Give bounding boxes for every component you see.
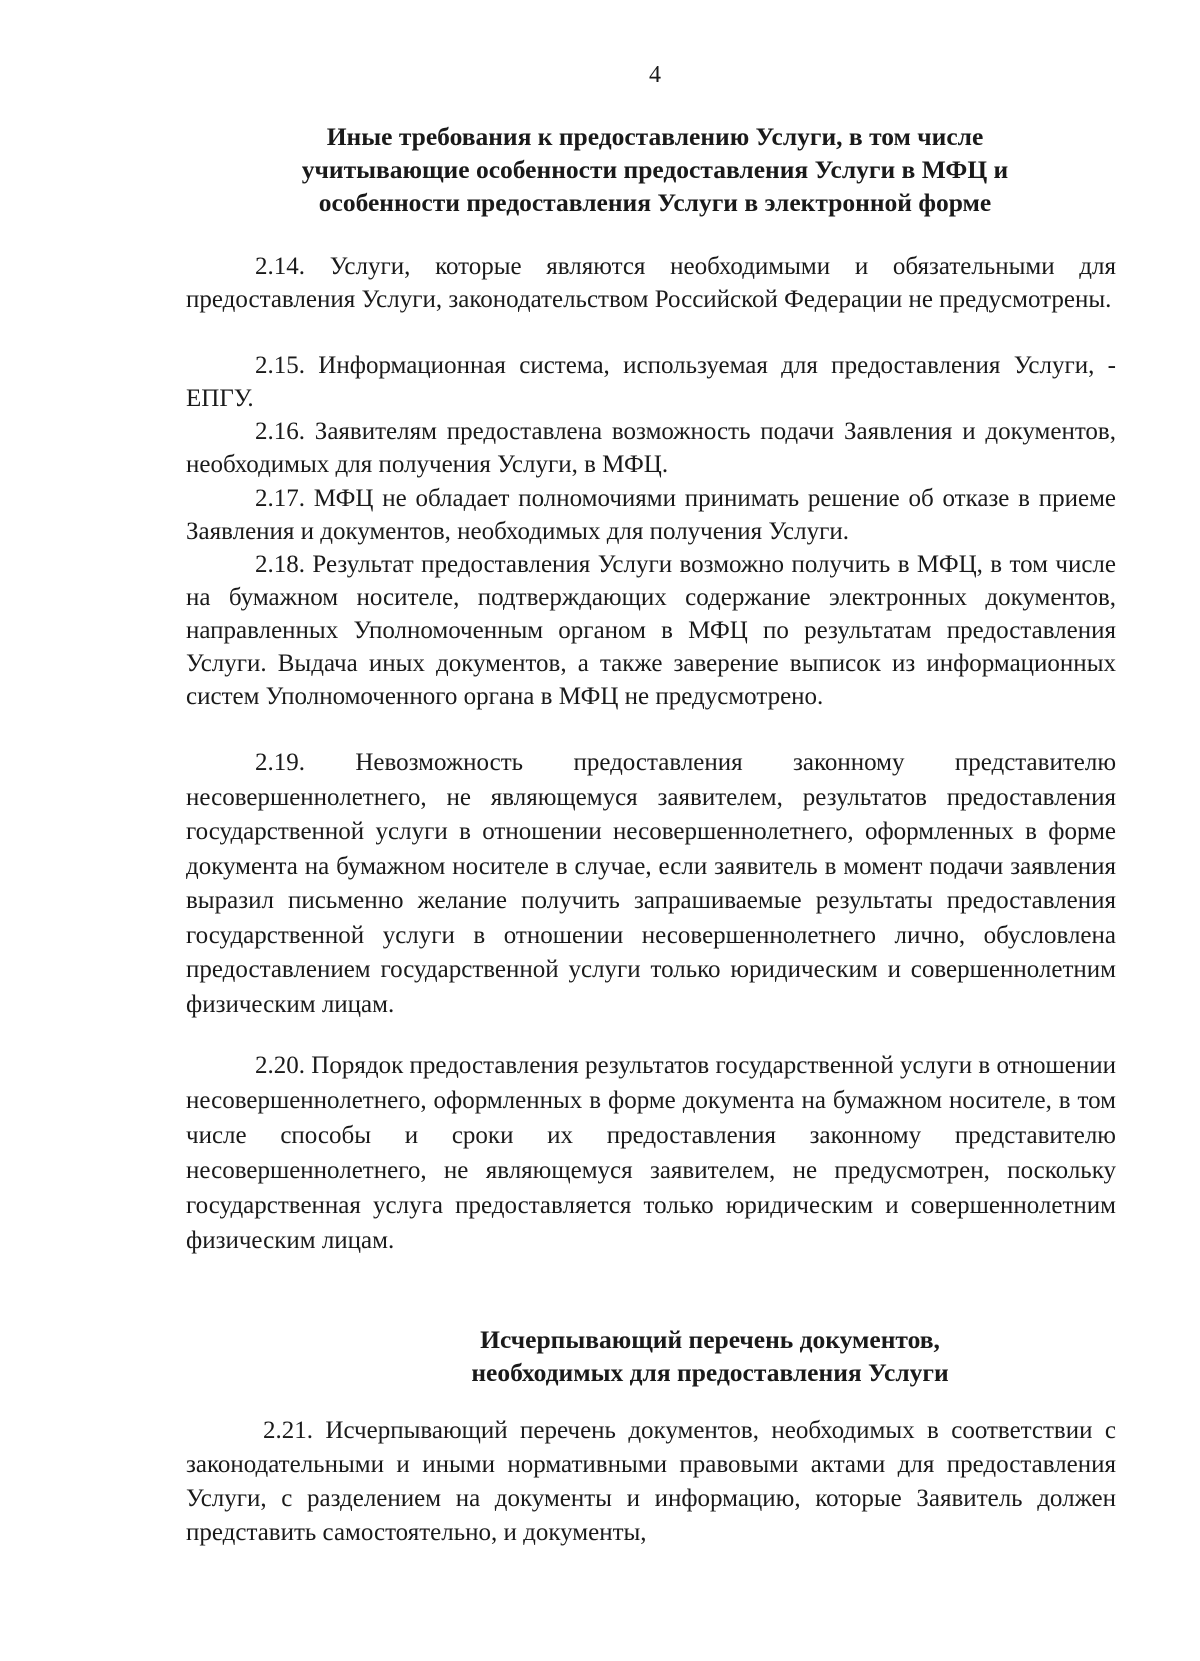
- paragraph-2-17: [186, 482, 1116, 548]
- section-heading-other-requirements: [180, 120, 1130, 219]
- paragraph-2-19: [186, 746, 1116, 1022]
- paragraph-text: 2.14. Услуги, которые являются необходимыми и обязательными для предоставления Услуги, законодательством Российской Федерации не предусмотрены.: [186, 253, 1116, 313]
- paragraph-2-15: [186, 349, 1116, 415]
- paragraph-text: 2.17. МФЦ не обладает полномочиями принимать решение об отказе в приеме Заявления и документов, необходимых для получения Услуги.: [186, 485, 1116, 545]
- paragraph-2-21: [186, 1414, 1116, 1550]
- paragraph-text: 2.20. Порядок предоставления результатов государственной услуги в отношении несовершеннолетнего, оформленных в форме документа на бумажном носителе, в том числе способы и сроки их предоставления законному представителю несовершеннолетнего, не являющемуся заявителем, не предусмотрен, поскольку государственная услуга предоставляется только юридическим и совершеннолетним физическим лицам.: [186, 1052, 1116, 1254]
- paragraph-text: 2.18. Результат предоставления Услуги возможно получить в МФЦ, в том числе на бумажном носителе, подтверждающих содержание электронных документов, направленных Уполномоченным органом в МФЦ по результатам предоставления Услуги. Выдача иных документов, а также заверение выписок из информационных систем Уполномоченного органа в МФЦ не предусмотрено.: [186, 551, 1116, 710]
- page-number: 4: [649, 62, 661, 88]
- paragraph-text: 2.19. Невозможность предоставления законному представителю несовершеннолетнего, не являющемуся заявителем, результатов предоставления государственной услуги в отношении несовершеннолетнего, оформленных в форме документа на бумажном носителе в случае, если заявитель в момент подачи заявления выразил письменно желание получить запрашиваемые результаты предоставления государственной услуги в отношении несовершеннолетнего лично, обусловлена предоставлением государственной услуги только юридическим и совершеннолетним физическим лицам.: [186, 749, 1116, 1018]
- heading-line: особенности предоставления Услуги в электронной форме: [318, 188, 992, 217]
- paragraph-text: 2.21. Исчерпывающий перечень документов, необходимых в соответствии с законодательными и иными нормативными правовыми актами для предоставления Услуги, с разделением на документы и информацию, которые Заявитель должен представить самостоятельно, и документы,: [186, 1417, 1116, 1546]
- heading-line: необходимых для предоставления Услуги: [471, 1358, 949, 1387]
- paragraph-2-16: [186, 415, 1116, 481]
- paragraph-2-14: [186, 250, 1116, 316]
- paragraph-text: 2.16. Заявителям предоставлена возможность подачи Заявления и документов, необходимых для получения Услуги, в МФЦ.: [186, 418, 1116, 478]
- paragraph-2-18: [186, 548, 1116, 713]
- heading-line: Исчерпывающий перечень документов,: [480, 1325, 940, 1354]
- heading-line: учитывающие особенности предоставления Услуги в МФЦ и: [301, 155, 1009, 184]
- paragraph-2-20: [186, 1048, 1116, 1258]
- section-heading-documents-list: [260, 1323, 1160, 1389]
- paragraph-text: 2.15. Информационная система, используемая для предоставления Услуги, - ЕПГУ.: [186, 352, 1116, 412]
- heading-line: Иные требования к предоставлению Услуги, в том числе: [326, 122, 984, 151]
